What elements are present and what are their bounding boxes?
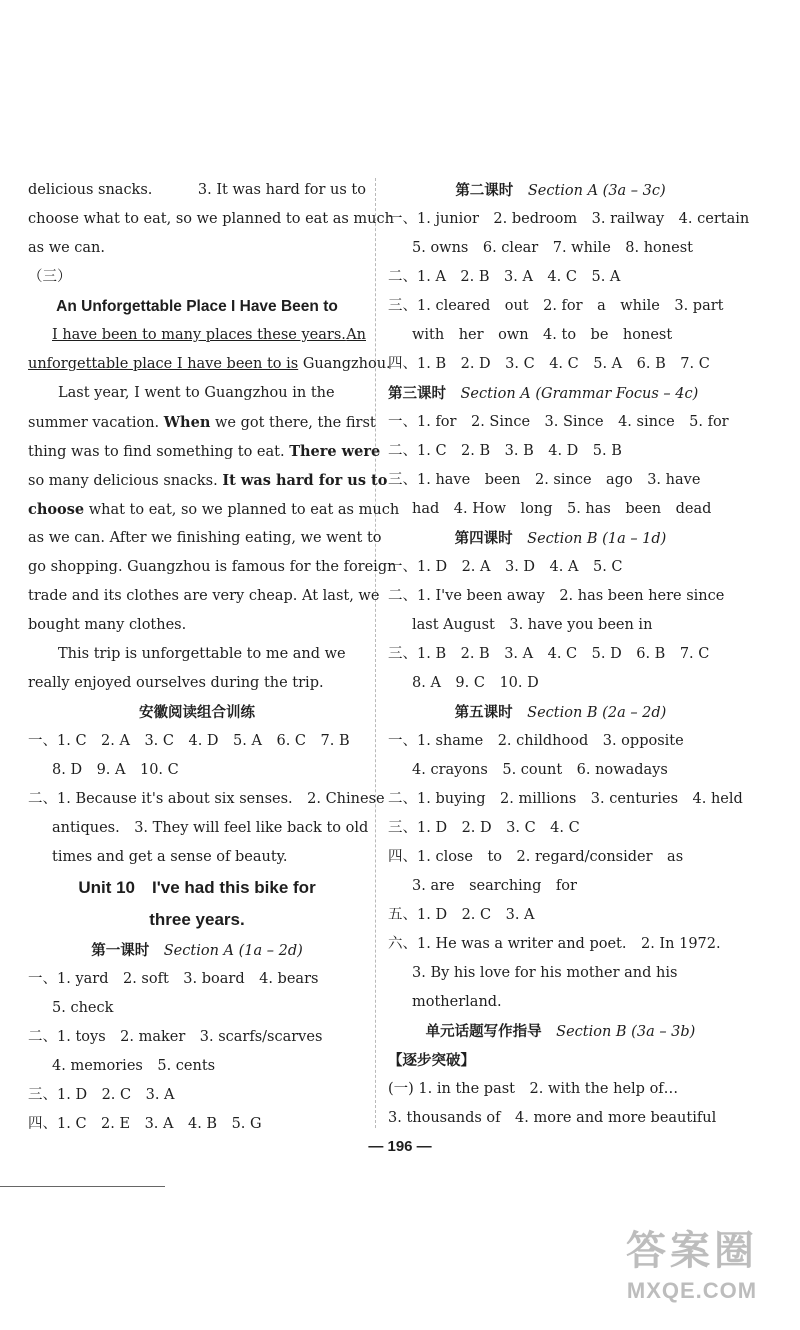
answer-line: 一、1. C 2. A 3. C 4. D 5. A 6. C 7. B <box>28 733 350 749</box>
essay-line: summer vacation. When we got there, the first <box>28 414 376 431</box>
watermark-text: 答案圈 <box>626 1229 758 1273</box>
essay-line: as we can. After we finishing eating, we went to <box>28 530 382 546</box>
answer-line: 8. A 9. C 10. D <box>412 675 539 691</box>
answer-line: 三、1. D 2. D 3. C 4. C <box>388 820 580 836</box>
lesson-heading: 第四课时 Section B (1a – 1d) <box>454 530 667 547</box>
lesson-heading: 第二课时 Section A (3a – 3c) <box>455 182 666 199</box>
lesson-heading: 第三课时 Section A (Grammar Focus – 4c) <box>388 385 699 402</box>
essay-line: Last year, I went to Guangzhou in the <box>58 385 335 401</box>
subsection-heading: 【逐步突破】 <box>388 1052 475 1069</box>
unit-title: three years. <box>149 910 245 929</box>
answer-line: 一、1. yard 2. soft 3. board 4. bears <box>28 971 319 987</box>
answer-line: choose what to eat, so we planned to eat as much <box>28 211 394 227</box>
answer-line: 5. owns 6. clear 7. while 8. honest <box>412 240 693 256</box>
answer-list <box>388 727 743 1017</box>
essay-line: unforgettable place I have been to is Guangzhou. <box>28 356 391 372</box>
section-heading: 安徽阅读组合训练 <box>139 704 255 721</box>
essay-line: choose what to eat, so we planned to eat as much <box>28 501 400 518</box>
answer-line: 3. thousands of 4. more and more beautiful <box>388 1110 717 1126</box>
column-divider <box>375 178 376 1128</box>
answer-list <box>388 1075 733 1133</box>
answer-line: 二、1. C 2. B 3. B 4. D 5. B <box>388 443 622 459</box>
answer-line: 5. check <box>52 1000 114 1016</box>
answer-line: 二、1. I've been away 2. has been here since <box>388 588 725 604</box>
footer-rule <box>0 1186 165 1187</box>
lesson-heading: 单元话题写作指导 Section B (3a – 3b) <box>425 1023 696 1040</box>
unit-title: Unit 10 I've had this bike for <box>78 878 316 897</box>
watermark-logo <box>606 1226 778 1316</box>
answer-line: delicious snacks. 3. It was hard for us to <box>28 182 366 198</box>
right-column <box>388 176 750 1133</box>
essay-line: thing was to find something to eat. There were <box>28 443 381 460</box>
answer-line: 一、1. junior 2. bedroom 3. railway 4. certain <box>388 211 750 227</box>
essay-line: I have been to many places these years. An <box>52 327 366 343</box>
answer-line: 四、1. B 2. D 3. C 4. C 5. A 6. B 7. C <box>388 356 710 372</box>
answer-line: times and get a sense of beauty. <box>52 849 288 865</box>
essay-line: so many delicious snacks. It was hard for us to <box>28 472 388 489</box>
answer-line: 一、1. D 2. A 3. D 4. A 5. C <box>388 559 623 575</box>
answer-line: (一) 1. in the past 2. with the help of… <box>388 1081 679 1097</box>
answer-line: 四、1. close to 2. regard/consider as <box>388 849 684 865</box>
essay-line: really enjoyed ourselves during the trip. <box>28 675 324 691</box>
lesson-heading: 第一课时 Section A (1a – 2d) <box>91 942 303 959</box>
answer-line: had 4. How long 5. has been dead <box>412 501 712 517</box>
answer-line: 一、1. for 2. Since 3. Since 4. since 5. for <box>388 414 729 430</box>
answer-line: 4. memories 5. cents <box>52 1058 216 1074</box>
answer-line: 三、1. B 2. B 3. A 4. C 5. D 6. B 7. C <box>388 646 710 662</box>
left-column <box>28 176 400 1139</box>
answer-line: antiques. 3. They will feel like back to old <box>52 820 369 836</box>
answer-list <box>28 965 366 1139</box>
essay-title: An Unforgettable Place I Have Been to <box>56 298 338 315</box>
lesson-heading: 第五课时 Section B (2a – 2d) <box>454 704 667 721</box>
answer-list <box>388 553 733 698</box>
answer-list <box>388 205 750 379</box>
answer-line: 3. By his love for his mother and his <box>412 965 678 981</box>
answer-line: 8. D 9. A 10. C <box>52 762 179 778</box>
answer-line: last August 3. have you been in <box>412 617 653 633</box>
answer-line: 二、1. toys 2. maker 3. scarfs/scarves <box>28 1029 323 1045</box>
essay-line: bought many clothes. <box>28 617 187 633</box>
answer-line: 3. are searching for <box>412 878 577 894</box>
answer-line: 五、1. D 2. C 3. A <box>388 907 535 923</box>
page-number: — 196 — <box>368 1138 432 1155</box>
essay-line: trade and its clothes are very cheap. At last, we <box>28 588 380 604</box>
watermark-url: MXQE.COM <box>626 1278 758 1303</box>
answer-line: 一、1. shame 2. childhood 3. opposite <box>388 733 684 749</box>
section-marker: （三） <box>28 269 72 285</box>
answer-line: 三、1. D 2. C 3. A <box>28 1087 175 1103</box>
answer-line: motherland. <box>412 994 502 1010</box>
answer-line: 三、1. have been 2. since ago 3. have <box>388 472 701 488</box>
answer-list <box>388 408 733 524</box>
answer-line: as we can. <box>28 240 106 256</box>
answer-line: 四、1. C 2. E 3. A 4. B 5. G <box>28 1116 262 1132</box>
essay-line: This trip is unforgettable to me and we <box>58 646 346 662</box>
answer-line: 三、1. cleared out 2. for a while 3. part <box>388 298 724 314</box>
essay-line: go shopping. Guangzhou is famous for the foreign <box>28 559 397 575</box>
answer-line: 二、1. Because it's about six senses. 2. Chinese <box>28 791 385 807</box>
answer-line: 二、1. buying 2. millions 3. centuries 4. held <box>388 791 743 807</box>
answer-line: 二、1. A 2. B 3. A 4. C 5. A <box>388 269 621 285</box>
answer-line: 六、1. He was a writer and poet. 2. In 1972. <box>388 936 721 952</box>
answer-line: with her own 4. to be honest <box>412 327 673 343</box>
answer-line: 4. crayons 5. count 6. nowadays <box>412 762 668 778</box>
